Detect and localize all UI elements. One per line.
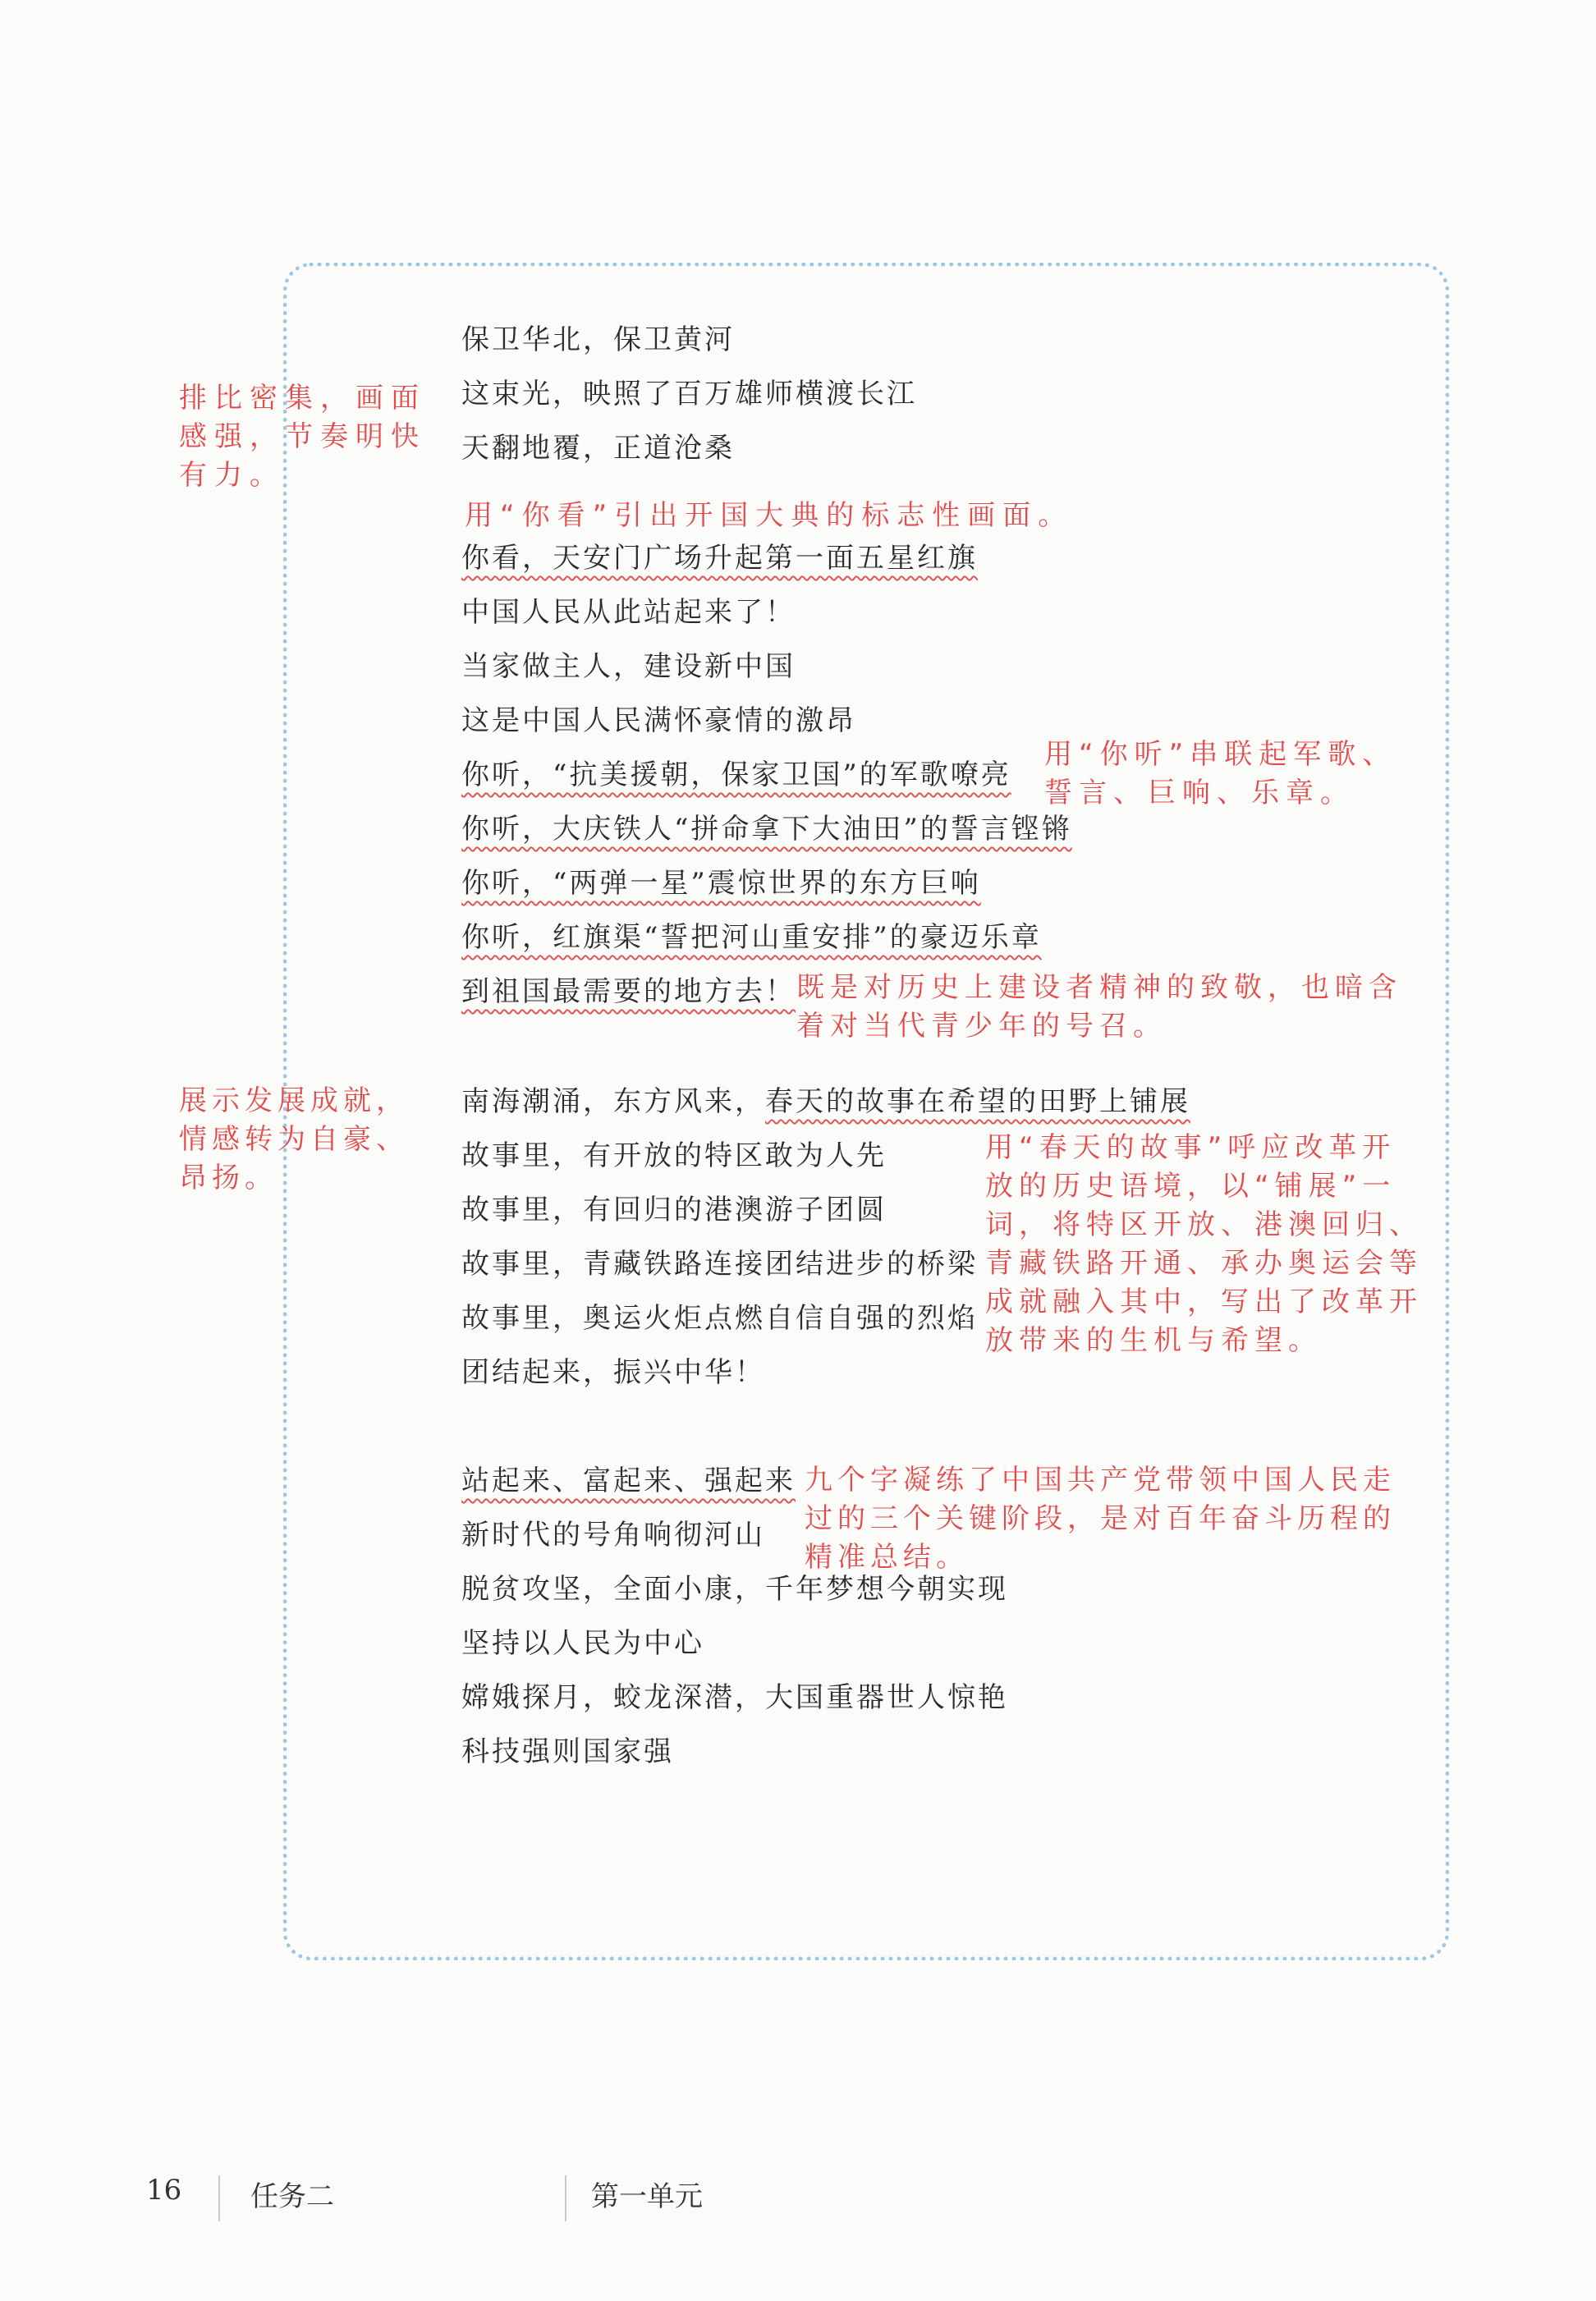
annotation-tribute: 既是对历史上建设者精神的致敬，也暗含 着对当代青少年的号召。: [796, 971, 1402, 1043]
poem-line: 这束光，映照了百万雄师横渡长江: [461, 378, 917, 410]
page-number: 16: [146, 2174, 182, 2207]
poem-line: 天翻地覆，正道沧桑: [461, 432, 735, 465]
poem-line: 你听，“抗美援朝，保家卫国”的军歌嘹亮: [461, 759, 1011, 791]
poem-line: 新时代的号角响彻河山: [461, 1519, 765, 1552]
footer-divider: [565, 2175, 566, 2221]
footer-divider: [218, 2175, 220, 2221]
poem-line: 保卫华北，保卫黄河: [461, 323, 735, 356]
poem-line: 故事里，青藏铁路连接团结进步的桥梁: [461, 1248, 978, 1281]
poem-line: 故事里，有回归的港澳游子团圆: [461, 1194, 887, 1226]
poem-line: 中国人民从此站起来了！: [461, 596, 796, 629]
poem-line: 你听，“两弹一星”震惊世界的东方巨响: [461, 867, 981, 900]
annotation-spring-story: 用“春天的故事”呼应改革开 放的历史语境，以“铺展”一 词，将特区开放、港澳回归、 青藏铁路开通、承办奥运会等 成就融入其中，写出了改革开 放带来的生机与希望。: [985, 1131, 1423, 1357]
poem-line: 当家做主人，建设新中国: [461, 650, 796, 683]
poem-line: [461, 1084, 1190, 1120]
poem-line: 到祖国最需要的地方去！: [461, 975, 796, 1008]
poem-line: 科技强则国家强: [461, 1735, 674, 1768]
annotation-ni-kan: 用“你看”引出开国大典的标志性画面。: [465, 499, 1074, 532]
annotation-achievements: 展示发展成就， 情感转为自豪、 昂扬。: [179, 1084, 409, 1194]
footer-unit: 第一单元: [591, 2180, 703, 2213]
poem-line-part: 南海潮涌，东方风来，: [461, 1085, 765, 1118]
poem-line: 你听，红旗渠“誓把河山重安排”的豪迈乐章: [461, 921, 1042, 954]
poem-line: 你看，天安门广场升起第一面五星红旗: [461, 542, 978, 575]
poem-line: 这是中国人民满怀豪情的激昂: [461, 704, 856, 737]
poem-line: 嫦娥探月，蛟龙深潜，大国重器世人惊艳: [461, 1681, 1008, 1714]
footer-task: 任务二: [250, 2180, 334, 2213]
poem-line: 站起来、富起来、强起来: [461, 1464, 796, 1497]
poem-line: 故事里，有开放的特区敢为人先: [461, 1139, 887, 1172]
annotation-ni-ting: 用“你听”串联起军歌、 誓言、巨响、乐章。: [1044, 738, 1397, 809]
poem-line: 你听，大庆铁人“拼命拿下大油田”的誓言铿锵: [461, 813, 1072, 846]
poem-line: 脱贫攻坚，全面小康，千年梦想今朝实现: [461, 1573, 1008, 1606]
poem-line: 故事里，奥运火炬点燃自信自强的烈焰: [461, 1302, 978, 1335]
poem-line-part: 春天的故事在希望的田野上铺展: [765, 1085, 1190, 1118]
annotation-nine-characters: 九个字凝练了中国共产党带领中国人民走 过的三个关键阶段，是对百年奋斗历程的 精准总结。: [805, 1464, 1396, 1574]
poem-line: 坚持以人民为中心: [461, 1627, 704, 1660]
annotation-parallelism: 排比密集，画面 感强，节奏明快 有力。: [179, 382, 426, 492]
poem-line: 团结起来，振兴中华！: [461, 1356, 765, 1389]
